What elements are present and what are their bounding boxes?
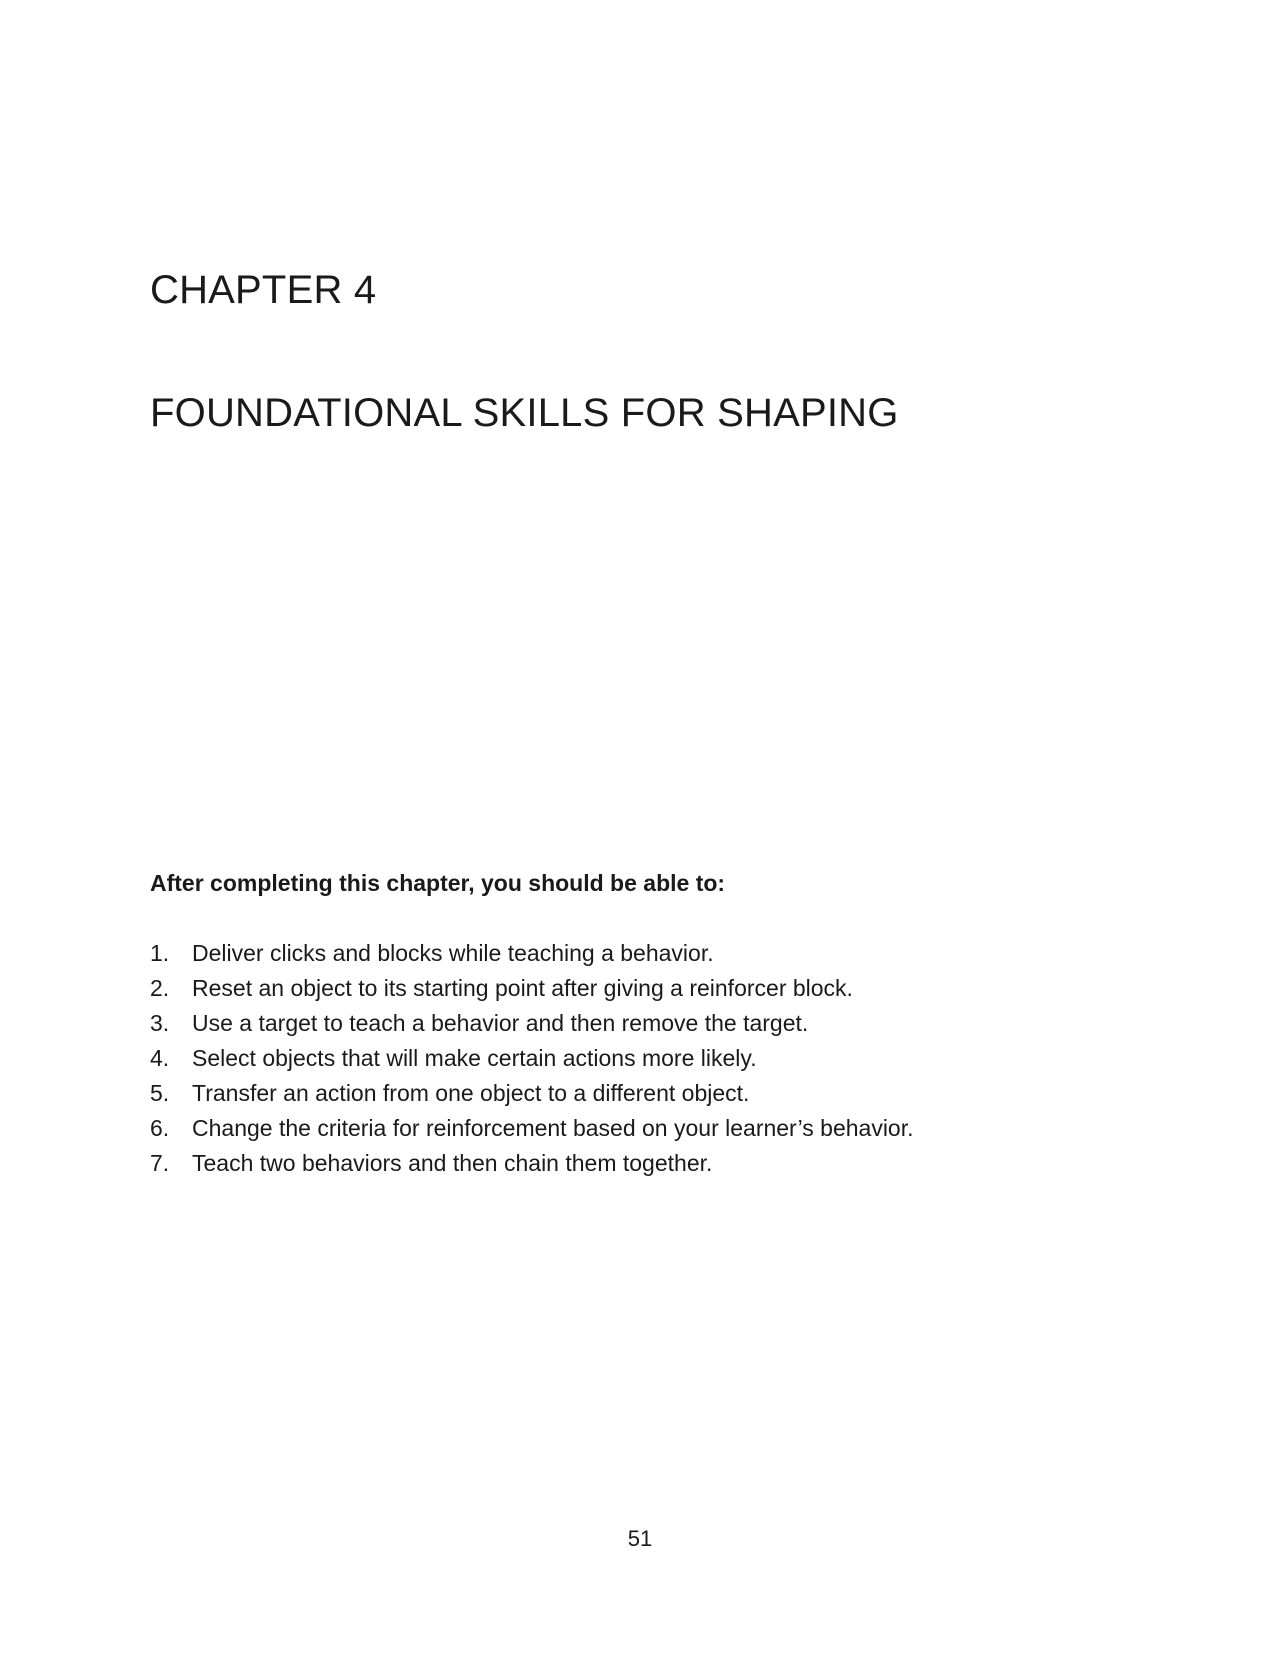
objective-text: Change the criteria for reinforcement based on your learner’s behavior.	[192, 1114, 914, 1141]
objective-number: 6.	[150, 1114, 170, 1141]
objective-text: Reset an object to its starting point after giving a reinforcer block.	[192, 974, 853, 1001]
chapter-title: FOUNDATIONAL SKILLS FOR SHAPING	[150, 391, 899, 435]
objective-item	[150, 1076, 1050, 1111]
objective-number: 7.	[150, 1149, 170, 1176]
objective-number: 4.	[150, 1044, 170, 1071]
objective-item	[150, 936, 1050, 971]
objective-number: 5.	[150, 1079, 170, 1106]
page-number: 51	[627, 1526, 653, 1551]
objective-item	[150, 971, 1050, 1006]
objective-number: 2.	[150, 974, 170, 1001]
objective-text: Use a target to teach a behavior and then remove the target.	[192, 1009, 809, 1036]
objectives-list	[150, 936, 1050, 1181]
objective-item	[150, 1006, 1050, 1041]
objective-number: 1.	[150, 939, 170, 966]
objective-text: Select objects that will make certain actions more likely.	[192, 1044, 757, 1071]
objective-text: Transfer an action from one object to a different object.	[192, 1079, 750, 1106]
objectives-intro: After completing this chapter, you should be able to:	[150, 870, 726, 896]
objective-item	[150, 1041, 1050, 1076]
objective-item	[150, 1146, 1050, 1181]
objective-text: Deliver clicks and blocks while teaching a behavior.	[192, 939, 714, 966]
learning-objectives	[150, 870, 1050, 1181]
objective-text: Teach two behaviors and then chain them together.	[192, 1149, 713, 1176]
objective-item	[150, 1111, 1050, 1146]
chapter-label: CHAPTER 4	[150, 268, 377, 312]
objective-number: 3.	[150, 1009, 170, 1036]
